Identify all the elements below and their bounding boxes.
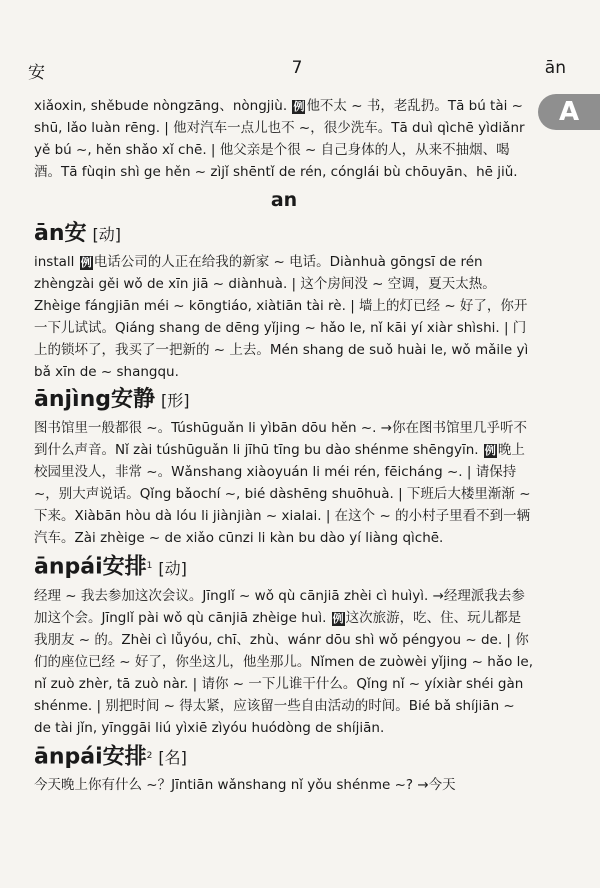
entry-definition — [34, 251, 534, 383]
example-marker: 例 — [484, 444, 496, 457]
example-marker: 例 — [332, 611, 344, 625]
headword-pinyin: ān — [34, 221, 65, 246]
headword-pinyin: ānpái — [34, 744, 103, 769]
entry-text: 这次旅游，吃、住、玩儿都是我朋友 ~ 的。Zhèi cì lǚyóu, chī、zhù、wánr dōu shì wǒ péngyou ~ de. | 你们的座位已经 ~ 好了，你坐这儿，他坐那儿。Nǐmen de zuòwèi yǐjing ~ hǎo le, nǐ zuò zhèr, tā zuò nàr. | 请你 ~ 一下儿谁干什么。Qǐng nǐ ~ yíxiàr shéi gàn shénme. | 别把时间 ~ 得太紧，应该留一些自由活动的时间。Bié bǎ shíjiān ~ de tài jǐn, yīnggāi liú yìxiē zìyóu huódòng de shíjiān. — [34, 609, 533, 736]
header-hanzi: 安 — [28, 63, 45, 83]
entry-text: 他不太 ~ 书，老乱扔。Tā bú tài ~ shū, lǎo luàn rēng. | 他对汽车一点儿也不 ~，很少洗车。Tā duì qìchē yìdiǎnr yě bú ~, hěn shǎo xǐ chē. | 他父亲是个很 ~ 自己身体的人，从来不抽烟、喝酒。Tā fùqin shì ge hěn ~ zìjǐ shēntǐ de rén, cónglái bù chōuyān、hē jiǔ. — [34, 98, 525, 180]
entry-anpai-1 — [34, 551, 534, 739]
entry-text: 经理 ~ 我去参加这次会议。Jīnglǐ ~ wǒ qù cānjiā zhèi cì huìyì. →经理派我去参加这个会。Jīnglǐ pài wǒ qù cānjiā zhèige huì. — [34, 587, 525, 626]
alphabet-tab: A — [538, 94, 600, 130]
headword-hanzi: 安排 — [102, 554, 147, 580]
headword-hanzi: 安静 — [111, 387, 156, 412]
entry-text: xiǎoxin, shěbude nòngzāng、nòngjiù. — [34, 98, 292, 114]
entry-definition — [34, 417, 534, 549]
example-marker: 例 — [80, 256, 92, 269]
part-of-speech: [动] — [92, 225, 122, 244]
headword-hanzi: 安 — [64, 221, 87, 246]
homograph-number: 1 — [146, 561, 153, 571]
entry-anpai-2 — [34, 741, 534, 797]
page-number: 7 — [291, 58, 303, 78]
entry-text: 今天晚上你有什么 ~？Jīntiān wǎnshang nǐ yǒu shénme ~? →今天 — [34, 777, 456, 793]
entry-headword — [34, 741, 534, 775]
headword-pinyin: ānjìng — [34, 387, 111, 412]
headword-hanzi: 安排 — [102, 744, 147, 769]
entry-headword — [34, 551, 534, 585]
headword-pinyin: ānpái — [34, 554, 103, 580]
part-of-speech: [动] — [158, 558, 187, 578]
section-title: an — [270, 189, 298, 211]
entry-headword — [34, 385, 534, 417]
part-of-speech: [名] — [158, 748, 187, 767]
entry-definition — [34, 774, 534, 796]
entry-text: 电话公司的人正在给我的新家 ~ 电话。Diànhuà gōngsī de rén zhèngzài gěi wǒ de xīn jiā ~ diànhuà. | 这个房间没 ~ 空调，夏天太热。Zhèige fángjiān méi ~ kōngtiáo, xiàtiān tài rè. | 墙上的灯已经 ~ 好了，你开一下儿试试。Qiáng shang de dēng yǐjing ~ hǎo le, nǐ kāi yí xiàr shìshi. | 门上的锁坏了，我买了一把新的 ~ 上去。Mén shang de suǒ huài le, wǒ mǎile yì bǎ xīn de ~ shangqu. — [34, 254, 529, 380]
entry-headword — [34, 219, 534, 251]
example-marker: 例 — [293, 100, 305, 113]
entry-anjing — [34, 385, 534, 549]
page-header — [28, 58, 566, 82]
part-of-speech: [形] — [161, 391, 190, 410]
dictionary-content — [34, 95, 534, 796]
header-pinyin: ān — [544, 58, 566, 78]
entry-definition — [34, 585, 534, 739]
continued-entry-text — [34, 95, 534, 183]
entry-text: install — [34, 254, 79, 270]
homograph-number: 2 — [146, 750, 153, 761]
entry-an — [34, 219, 534, 383]
entry-text: 图书馆里一般都很 ~。Túshūguǎn li yìbān dōu hěn ~. →你在图书馆里几乎听不到什么声音。Nǐ zài túshūguǎn li jīhū tīng bu dào shénme shēngyīn. — [34, 420, 528, 458]
entry-text: 晚上校园里没人，非常 ~。Wǎnshang xiàoyuán li méi rén, fēicháng ~. | 请保持 ~，别大声说话。Qǐng bǎochí ~, bié dàshēng shuōhuà. | 下班后大楼里渐渐 ~ 下来。Xiàbān hòu dà lóu li jiànjiàn ~ xialai. | 在这个 ~ 的小村子里看不到一辆汽车。Zài zhèige ~ de xiǎo cūnzi li kàn bu dào yí liàng qìchē. — [34, 442, 531, 546]
